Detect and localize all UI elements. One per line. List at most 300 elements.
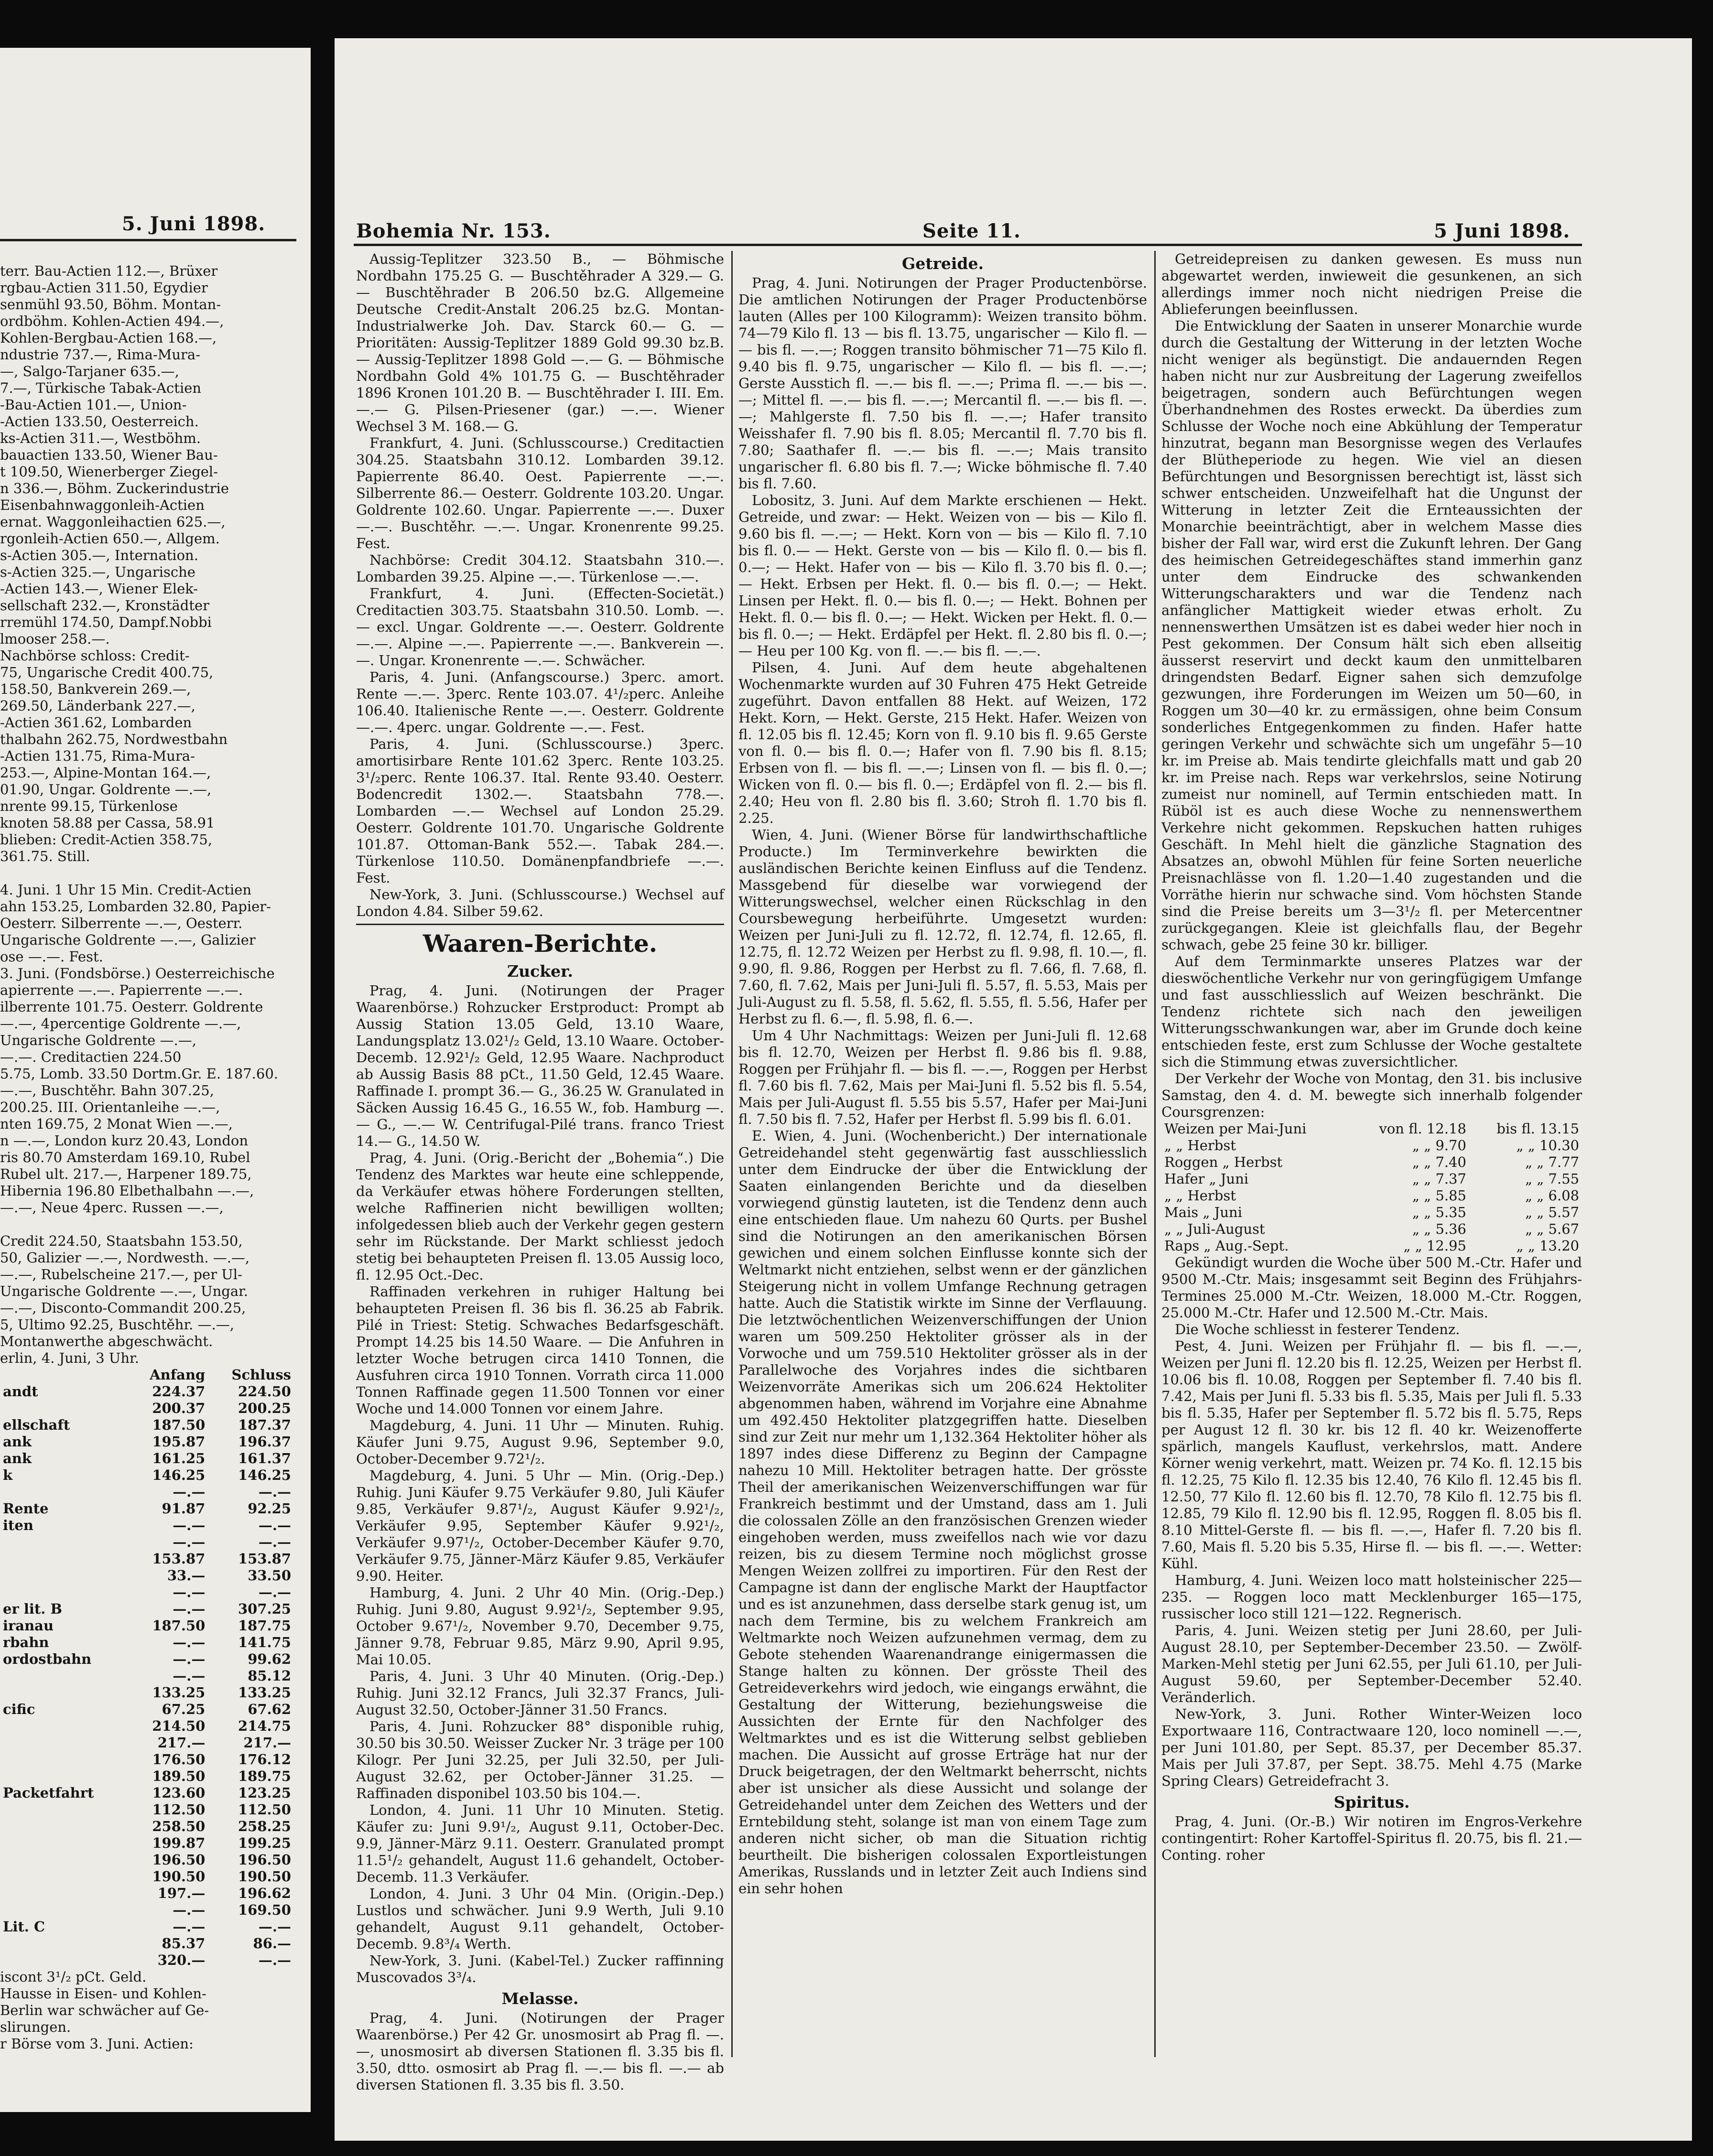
left-text-line: 269.50, Länderbank 227.—, (0, 698, 195, 714)
left-text-line: 158.50, Bankverein 269.—, (0, 681, 191, 697)
berlin-cell: 85.12 (248, 1668, 291, 1684)
berlin-cell: 189.50 (152, 1768, 206, 1784)
berlin-table-row (0, 1484, 294, 1500)
berlin-cell: ank (3, 1434, 32, 1450)
left-text-line: —.—. Creditactien 224.50 (0, 1049, 182, 1065)
berlin-table-row (0, 1617, 294, 1634)
berlin-cell: —.— (258, 1919, 291, 1935)
left-text-line: 01.90, Ungar. Goldrente —.—, (0, 781, 212, 798)
header-rule (354, 244, 1582, 246)
course-cell: „ „ 6.08 (1525, 1187, 1579, 1204)
course-cell: „ „ 13.20 (1516, 1238, 1579, 1254)
berlin-table-row (0, 1534, 294, 1551)
berlin-cell: iranau (3, 1617, 54, 1634)
berlin-table-row (0, 1852, 294, 1868)
berlin-table-row (0, 1400, 294, 1417)
berlin-cell (0, 1534, 128, 1551)
berlin-table-header (0, 1367, 294, 1383)
report-paragraph: Paris, 4. Juni. Weizen stetig per Juni 28.60, per Juli-August 28.10, per September-December 23.50. — Zwölf-Marken-Mehl stetig per Juni 62.55, per Juli 61.10, per Juli-August 59.60, per September-December 52.40. Veränderlich. (1161, 1622, 1582, 1705)
report-paragraph: Hamburg, 4. Juni. 2 Uhr 40 Min. (Orig.-Dep.) Ruhig. Juni 9.80, August 9.92¹/₂, September 9.95, October 9.67¹/₂, November 9.70, December 9.75, Jänner 9.78, Februar 9.85, März 9.90, April 9.95, Mai 10.05. (356, 1585, 724, 1668)
berlin-cell: 258.50 (152, 1818, 206, 1834)
berlin-cell (0, 1835, 128, 1852)
berlin-cell: 200.25 (238, 1400, 291, 1416)
berlin-table-row (0, 1467, 294, 1484)
left-text-line: terr. Bau-Actien 112.—, Brüxer (0, 263, 218, 279)
berlin-cell: 196.50 (238, 1852, 291, 1868)
berlin-table-row (0, 1919, 294, 1935)
report-paragraph: Wien, 4. Juni. (Wiener Börse für landwirthschaftliche Producte.) Im Terminverkehre bewirkten die ausländischen Berichte keinen Einfluss auf die Tendenz. Massgebend für dieselbe war vorwiegend der Witterungswechsel, welcher einen Rückschlag in den Coursbewegung herbeiführte. Umgesetzt wurden: Weizen per Juni-Juli zu fl. 12.72, fl. 12.74, fl. 12.65, fl. 12.75, fl. 12.72 Weizen per Herbst zu fl. 9.98, fl. 10.—, fl. 9.90, fl. 9.86, Roggen per Herbst zu fl. 7.66, fl. 7.68, fl. 7.60, fl. 7.62, Mais per Juni-Juli fl. 5.57, fl. 5.53, Mais per Juli-August zu fl. 5.58, fl. 5.62, fl. 5.55, fl. 5.56, Hafer per Herbst zu fl. 6.—, fl. 5.98, fl. 6.—. (738, 827, 1147, 1027)
issue-date: 5 Juni 1898. (1434, 220, 1571, 242)
berlin-cell: k (3, 1467, 13, 1483)
berlin-cell (0, 1852, 128, 1868)
berlin-cell: 153.87 (152, 1551, 206, 1567)
left-text-line: rremühl 174.50, Dampf.Nobbi (0, 614, 212, 630)
report-paragraph: Auf dem Terminmarkte unseres Platzes war der dieswöchentliche Verkehr nur von geringfügigem Umfange und fast ausschliesslich auf Weizen beschränkt. Die Tendenz richtete sich nach den jeweiligen Witterungsschwankungen war, aber im Grunde doch keine entschieden feste, erst zum Schlusse der Woche gestaltete sich die Stimmung etwas zuversichtlicher. (1161, 953, 1582, 1070)
left-text-line: rgbau-Actien 311.50, Egydier (0, 280, 208, 296)
berlin-table-row (0, 1935, 294, 1952)
berlin-cell: Rente (3, 1500, 49, 1517)
left-text-line: —.—, 4percentige Goldrente —.—, (0, 1015, 241, 1032)
berlin-cell: —.— (173, 1668, 206, 1684)
course-cell: „ „ 5.85 (1412, 1187, 1466, 1204)
report-paragraph: Pilsen, 4. Juni. Auf dem heute abgehaltenen Wochenmarkte wurden auf 30 Fuhren 475 Hekt Getreide zugeführt. Davon entfallen 88 Hekt. auf Weizen, 172 Hekt. Korn, — Hekt. Gerste, 215 Hekt. Hafer. Weizen von fl. 12.05 bis fl. 12.45; Korn von fl. 9.10 bis fl. 9.65 Gerste von fl. 0.— bis fl. 0.—; Hafer von fl. 7.90 bis fl. 8.15; Erbsen von fl. — bis fl. —.—; Linsen von fl. — bis fl. 0.—; Wicken von fl. 0.— bis fl. 0.—; Erdäpfel von fl. 2.— bis fl. 2.40; Heu von fl. 2.80 bis fl. 3.60; Stroh fl. 1.70 bis fl. 2.25. (738, 659, 1147, 826)
berlin-cell: 187.50 (152, 1417, 206, 1433)
berlin-cell: cific (3, 1701, 35, 1717)
berlin-cell: 33.50 (248, 1567, 291, 1584)
berlin-cell (0, 1400, 128, 1417)
left-text-line: Nachbörse schloss: Credit- (0, 647, 190, 664)
berlin-cell: 224.37 (152, 1383, 206, 1400)
left-text-line: ordböhm. Kohlen-Actien 494.—, (0, 313, 224, 329)
berlin-table-row (0, 1434, 294, 1450)
left-page-column (0, 263, 294, 2052)
left-page-fragment (0, 48, 311, 2112)
berlin-table-row (0, 1567, 294, 1584)
berlin-cell: 67.62 (248, 1701, 291, 1717)
left-text-line: Berlin war schwächer auf Ge- (0, 2002, 209, 2018)
berlin-cell: 153.87 (238, 1551, 291, 1567)
report-paragraph: Paris, 4. Juni. Rohzucker 88° disponible ruhig, 30.50 bis 30.50. Weisser Zucker Nr. 3 träge per 100 Kilogr. Per Juni 32.25, per Juli 32.50, per Juli-August 32.62, per October-Jänner 31.25. — Raffinaden disponibel 103.50 bis 104.—. (356, 1718, 724, 1801)
section-title-waaren: Waaren-Berichte. (423, 929, 658, 958)
column-divider-2 (1154, 251, 1156, 2057)
berlin-cell: 190.50 (152, 1868, 206, 1885)
berlin-table-row (0, 1450, 294, 1467)
berlin-table-row (0, 1551, 294, 1567)
getreide-reports (738, 275, 1147, 1897)
course-cell: Raps „ Aug.-Sept. (1164, 1238, 1289, 1254)
subsection-title-zucker: Zucker. (507, 962, 573, 981)
report-paragraph: E. Wien, 4. Juni. (Wochenbericht.) Der internationale Getreidehandel steht gegenwärtig fast ausschliesslich unter dem Eindrucke der über die Entwicklung der Saaten einlangenden Berichte und da dieselben vorwiegend günstig lauteten, ist die Tendenz denn auch eine entschieden flaue. Um nahezu 60 Qurts. per Bushel sind die Notirungen an den amerikanischen Börsen gewichen und einem solchen Einflusse konnte sich der Weltmarkt nicht entziehen, selbst wenn er der gänzlichen Steigerung nicht in vollem Umfange Rechnung getragen hatte. Auch die Statistik wirkte im Sinne der Verflauung. Die letztwöchentlichen Weizenverschiffungen der Union waren um 509.250 Hektoliter grösser als in der Vorwoche und um 759.510 Hektoliter grösser als in der Parallelwoche des Vorjahres indes die sichtbaren Weizenvorräte Amerikas sich um 206.624 Hektoliter abgenommen haben, während im Vorjahre eine Abnahme um 492.450 Hektoliter platzgegriffen hatte. Dieselben sind zur Zeit nur mehr um 1,132.364 Hektoliter höher als 1897 indes diese Differenz zu Beginn der Campagne nahezu 10 Mill. Hektoliter betragen hatte. Der grösste Theil der amerikanischen Weizenverschiffungen war für Frankreich bestimmt und der Umstand, dass am 1. Juli die colossalen Zölle an den französischen Grenzen wieder eingehoben werden, muss zweifellos nach wie vor dazu reizen, bis zu diesem Termine noch möglichst grosse Mengen Weizen zollfrei zu importiren. Für den Rest der Campagne ist dann der englische Markt der Hauptfactor und es ist anzunehmen, dass derselbe stark genug ist, um nach dem Termine, bis zu welchem Frankreich am Weltmarkte noch Weizen aufzunehmen vermag, dem zu Gebote stehenden Waarenandrange einigermassen die Stange halten zu können. Der grösste Theil des Getreideverkehrs wird jedoch, wie eingangs erwähnt, die Gestaltung der Witterung, beziehungsweise die Aussichten der Ernte für den Nachfolger des Weltmarktes und es ist die Witterung selbst geblieben machen. Die Aussicht auf grosse Erträge hat nur der Druck beigetragen, der den Weltmarkt beherrscht, nichts aber ist unsicher als diese Aussicht und solange der Getreidehandel unter dem Zeichen des Wetters und der Erntebildung steht, solange ist man von einem Tage zum anderen nicht sicher, ob man die Situation richtig beurtheilt. Die bisherigen colossalen Exportleistungen Amerikas, Russlands und in letzter Zeit auch Indiens sind ein sehr hohen (738, 1128, 1147, 1897)
left-text-line: —.—, Disconto-Commandit 200.25, (0, 1300, 246, 1316)
berlin-table-row (0, 1701, 294, 1718)
berlin-cell: iten (3, 1517, 33, 1533)
page-number: Seite 11. (922, 220, 1021, 242)
left-text-line: bauactien 133.50, Wiener Bau- (0, 447, 218, 463)
berlin-cell: 200.37 (152, 1400, 206, 1416)
berlin-cell: 199.25 (238, 1835, 291, 1851)
berlin-cell (0, 1935, 128, 1952)
berlin-cell: 217.— (243, 1735, 291, 1751)
course-row (1161, 1187, 1582, 1204)
berlin-cell: 224.50 (238, 1383, 291, 1400)
left-text-line: Oesterr. Silberrente —.—, Oesterr. (0, 915, 243, 931)
berlin-cell: 258.25 (238, 1818, 291, 1834)
report-paragraph: Raffinaden verkehren in ruhiger Haltung bei behaupteten Preisen fl. 36 bis fl. 36.25 ab Fabrik. Pilé in Triest: Stetig. Schwaches Bedarfsgeschäft. Prompt 14.25 bis 14.50 Waare. — Die Anfuhren in letzter Woche betrugen circa 1410 Tonnen, die Ausfuhren circa 1910 Tonnen. Vorrath circa 11.000 Tonnen Raffinade gegen 11.500 Tonnen vor einer Woche und 14.000 Tonnen vor einem Jahre. (356, 1283, 724, 1417)
left-text-line: iscont 3¹/₂ pCt. Geld. (0, 1969, 147, 1985)
course-row (1161, 1121, 1582, 1137)
berlin-cell: 33.— (167, 1567, 206, 1584)
report-paragraph: Um 4 Uhr Nachmittags: Weizen per Juni-Juli fl. 12.68 bis fl. 12.70, Weizen per Herbst fl. 9.86 bis fl. 9.88, Roggen per Frühjahr fl. — bis fl. —.—, Roggen per Herbst fl. 7.60 bis fl. 7.62, Mais per Mai-Juni fl. 5.52 bis fl. 5.54, Mais per Juli-August fl. 5.55 bis 5.57, Hafer per Mai-Juni fl. 7.50 bis fl. 7.52, Hafer per Herbst fl. 5.99 bis fl. 6.01. (738, 1027, 1147, 1127)
berlin-cell: 91.87 (162, 1500, 206, 1517)
berlin-cell: 187.50 (152, 1617, 206, 1634)
berlin-cell: —.— (173, 1634, 206, 1650)
berlin-cell: —.— (258, 1517, 291, 1533)
report-paragraph: Frankfurt, 4. Juni. (Schlusscourse.) Creditactien 304.25. Staatsbahn 310.12. Lombarden 39.12. Papierrente 86.40. Oest. Papierrente —.—. Silberrente 86.— Oesterr. Goldrente 103.20. Ungar. Goldrente 102.60. Ungar. Papierrente —.—. Duxer —.—. Buschtěhr. —.—. Ungar. Kronenrente 99.25. Fest. (356, 435, 724, 551)
berlin-table-row (0, 1902, 294, 1919)
berlin-cell: 196.37 (238, 1434, 291, 1450)
berlin-table-row (0, 1785, 294, 1801)
berlin-cell (0, 1885, 128, 1902)
report-paragraph: London, 4. Juni. 11 Uhr 10 Minuten. Stetig. Käufer zu: Juni 9.9¹/₂, August 9.11, October-Dec. 9.9, Jänner-März 9.11. Oesterr. Granulated prompt 11.5¹/₂ gehandelt, August 11.6 gehandelt, October-Decemb. 11.3 Verkäufer. (356, 1802, 724, 1885)
berlin-course-table (0, 1367, 294, 1969)
left-text-line: ahn 153.25, Lombarden 32.80, Papier- (0, 898, 271, 915)
berlin-cell: 199.87 (152, 1835, 206, 1851)
berlin-cell: Packetfahrt (3, 1785, 94, 1801)
berlin-cell: 112.50 (152, 1801, 206, 1818)
report-paragraph: Prag, 4. Juni. (Notirungen der Prager Waarenbörse.) Per 42 Gr. unosmosirt ab Prag fl. —.—, unosmosirt ab diversen Stationen fl. 3.35 bis fl. 3.50, dtto. osmosirt ab Prag fl. —.— bis fl. —.— ab diversen Stationen fl. 3.35 bis fl. 3.50. (356, 2010, 724, 2093)
berlin-cell: —.— (258, 1584, 291, 1600)
left-text-line: t 109.50, Wienerberger Ziegel- (0, 464, 218, 480)
newspaper-page (335, 38, 1692, 2141)
left-text-line: ndustrie 737.—, Rima-Mura- (0, 346, 200, 363)
berlin-cell: 217.— (157, 1735, 206, 1751)
left-text-line: —, Salgo-Tarjaner 635.—, (0, 363, 179, 379)
left-text-line: Ungarische Goldrente —.—, Ungar. (0, 1283, 249, 1299)
berlin-cell (0, 1718, 128, 1735)
report-paragraph: Gekündigt wurden die Woche über 500 M.-Ctr. Hafer und 9500 M.-Ctr. Mais; insgesammt seit Beginn des Frühjahrs-Termines 25.000 M.-Ctr. Weizen, 18.000 M.-Ctr. Roggen, 25.000 M.-Ctr. Hafer und 12.500 M.-Ctr. Mais. (1161, 1254, 1582, 1321)
berlin-cell: 190.50 (238, 1868, 291, 1885)
berlin-cell: —.— (258, 1952, 291, 1968)
berlin-table-row (0, 1801, 294, 1818)
berlin-table-row (0, 1417, 294, 1434)
berlin-cell: 86.— (253, 1935, 291, 1951)
course-cell: bis fl. 13.15 (1496, 1121, 1579, 1137)
foreign-market-reports (1161, 1254, 1582, 1789)
zucker-reports (356, 982, 724, 1986)
left-text-line: 50, Galizier —.—, Nordwesth. —.—, (0, 1250, 250, 1266)
berlin-cell: 196.62 (238, 1885, 291, 1901)
berlin-cell: ank (3, 1450, 32, 1466)
course-cell: „ „ Herbst (1164, 1187, 1236, 1204)
spiritus-report: Prag, 4. Juni. (Or.-B.) Wir notiren im Engros-Verkehre contingentirt: Roher Kartoffel-Spiritus fl. 20.75, bis fl. 21.— Conting. roher (1161, 1813, 1582, 1863)
left-text-line: Eisenbahnwaggonleih-Actien (0, 497, 205, 513)
berlin-table-row (0, 1517, 294, 1534)
berlin-table-row (0, 1768, 294, 1785)
left-text-line: -Actien 133.50, Oesterreich. (0, 413, 199, 430)
course-cell: „ „ 9.70 (1412, 1137, 1466, 1153)
berlin-cell: andt (3, 1383, 38, 1400)
berlin-table-row (0, 1584, 294, 1601)
berlin-cell: 187.75 (238, 1617, 291, 1634)
left-text-line: 75, Ungarische Credit 400.75, (0, 664, 214, 680)
left-text-line: slirungen. (0, 2019, 71, 2035)
report-paragraph: Nachbörse: Credit 304.12. Staatsbahn 310.—. Lombarden 39.25. Alpine —.—. Türkenlose —.—. (356, 552, 724, 585)
left-text-line: Ungarische Goldrente —.—, (0, 1032, 196, 1048)
left-text-line: 4. Juni. 1 Uhr 15 Min. Credit-Actien (0, 882, 252, 898)
berlin-cell: 92.25 (248, 1500, 291, 1517)
berlin-cell (0, 1818, 128, 1835)
berlin-cell: 133.25 (238, 1684, 291, 1701)
column-1 (356, 251, 724, 2093)
left-text-line: 5, Ultimo 92.25, Buschtěhr. —.—, (0, 1316, 234, 1333)
course-cell: „ „ 5.36 (1412, 1221, 1466, 1237)
left-text-line: apierrente —.—. Papierrente —.—. (0, 982, 243, 998)
left-text-line: s-Actien 305.—, Internation. (0, 547, 198, 563)
report-paragraph: Der Verkehr der Woche von Montag, den 31. bis inclusive Samstag, den 4. d. M. bewegte sich innerhalb folgender Coursgrenzen: (1161, 1070, 1582, 1120)
berlin-cell: er lit. B (3, 1601, 62, 1617)
berlin-table-row (0, 1818, 294, 1835)
course-cell: „ „ 7.55 (1525, 1171, 1579, 1187)
column-divider-1 (731, 251, 733, 2057)
left-text-line: Kohlen-Bergbau-Actien 168.—, (0, 330, 217, 346)
berlin-cell: 133.25 (152, 1684, 206, 1701)
left-text-line: ks-Actien 311.—, Westböhm. (0, 430, 201, 446)
course-cell: Mais „ Juni (1164, 1204, 1242, 1220)
report-paragraph: New-York, 3. Juni. Rother Winter-Weizen loco Exportwaare 116, Contractwaare 120, loco nominell —.—, per Juni 101.80, per Sept. 85.37, per December 85.37. Mais per Juli 37.87, per Sept. 38.75. Mehl 4.75 (Marke Spring Clears) Getreidefracht 3. (1161, 1706, 1582, 1789)
course-cell: „ „ 7.77 (1525, 1154, 1579, 1170)
report-paragraph: London, 4. Juni. 3 Uhr 04 Min. (Origin.-Dep.) Lustlos und schwächer. Juni 9.9 Werth, Juli 9.10 gehandelt, August 9.11 gehandelt, October-Decemb. 9.8³/₄ Werth. (356, 1886, 724, 1952)
course-table (1161, 1121, 1582, 1254)
berlin-cell (0, 1668, 128, 1684)
left-text-line: 7.—, Türkische Tabak-Actien (0, 380, 202, 396)
left-text-line: -Actien 361.62, Lombarden (0, 714, 192, 731)
left-text-line: knoten 58.88 per Cassa, 58.91 (0, 815, 215, 831)
left-text-line: Hausse in Eisen- und Kohlen- (0, 1985, 206, 2002)
berlin-table-row (0, 1835, 294, 1852)
berlin-cell: 187.37 (238, 1417, 291, 1433)
course-cell: „ „ 10.30 (1516, 1137, 1579, 1153)
berlin-cell: —.— (173, 1517, 206, 1533)
berlin-cell: 197.— (157, 1885, 206, 1901)
berlin-table-row (0, 1751, 294, 1768)
berlin-cell: 307.25 (238, 1601, 291, 1617)
course-cell: „ „ 7.37 (1412, 1171, 1466, 1187)
berlin-table-row (0, 1500, 294, 1517)
berlin-cell: —.— (173, 1601, 206, 1617)
left-text-line: senmühl 93.50, Böhm. Montan- (0, 296, 221, 313)
berlin-table-row (0, 1601, 294, 1617)
report-paragraph: New-York, 3. Juni. (Schlusscourse.) Wechsel auf London 4.84. Silber 59.62. (356, 886, 724, 919)
course-cell: Hafer „ Juni (1164, 1171, 1249, 1187)
left-text-line: ilberrente 101.75. Oesterr. Goldrente (0, 999, 263, 1015)
course-row (1161, 1221, 1582, 1238)
berlin-cell: 176.50 (152, 1751, 206, 1768)
course-cell: „ „ Juli-August (1164, 1221, 1265, 1237)
left-text-line: Montanwerthe abgeschwächt. (0, 1333, 213, 1349)
berlin-cell: Lit. C (3, 1919, 45, 1935)
left-text-line: —.—, Neue 4perc. Russen —.—, (0, 1199, 224, 1216)
left-text-line (0, 1216, 294, 1233)
left-text-line: sellschaft 232.—, Kronstädter (0, 597, 210, 614)
report-paragraph: Magdeburg, 4. Juni. 5 Uhr — Min. (Orig.-Dep.) Ruhig. Juni Käufer 9.75 Verkäufer 9.80, Juli Käufer 9.85, Verkäufer 9.87¹/₂, August Käufer 9.92¹/₂, Verkäufer 9.95, September Käufer 9.92¹/₂, Verkäufer 9.97¹/₂, October-December Käufer 9.70, Verkäufer 9.75, Jänner-März Käufer 9.85, Verkäufer 9.90. Heiter. (356, 1467, 724, 1584)
berlin-cell: 169.50 (238, 1902, 291, 1918)
berlin-cell (0, 1684, 128, 1701)
berlin-table-row (0, 1668, 294, 1684)
berlin-cell: 195.87 (152, 1434, 206, 1450)
report-paragraph: Frankfurt, 4. Juni. (Effecten-Societät.) Creditactien 303.75. Staatsbahn 310.50. Lomb. —.— excl. Ungar. Goldrente —.—. Oesterr. Goldrente —.—. Alpine —.—. Papierrente —.—. Bankverein —.—. Ungar. Kronenrente —.—. Schwächer. (356, 585, 724, 668)
berlin-cell: 146.25 (238, 1467, 291, 1483)
left-text-line: nten 169.75, 2 Monat Wien —.—, (0, 1116, 233, 1132)
berlin-cell: 85.37 (162, 1935, 206, 1951)
berlin-cell (0, 1751, 128, 1768)
left-text-line: rgonleih-Actien 650.—, Allgem. (0, 530, 220, 547)
left-text-line: ris 80.70 Amsterdam 169.10, Rubel (0, 1149, 250, 1165)
left-text-line: Ungarische Goldrente —.—, Galizier (0, 932, 256, 948)
report-paragraph: Paris, 4. Juni. (Anfangscourse.) 3perc. amort. Rente —.—. 3perc. Rente 103.07. 4¹/₂perc. Anleihe 106.40. Italienische Rente —.—. Oesterr. Goldrente —.—. 4perc. ungar. Goldrente —.—. Fest. (356, 669, 724, 735)
masthead: Bohemia Nr. 153. (356, 220, 551, 242)
report-paragraph: Prag, 4. Juni. (Orig.-Bericht der „Bohemia“.) Die Tendenz des Marktes war heute eine schleppende, da Verkäufer etwas höhere Forderungen stellten, welche Raffinerien nicht bewilligen wollten; infolgedessen blieb auch der Verkehr gegen gestern sehr im Rückstande. Der Markt schliesst jedoch stetig bei behaupteten Preisen fl. 13.05 Aussig loco, fl. 12.95 Oct.-Dec. (356, 1150, 724, 1283)
left-text-line (0, 865, 294, 882)
berlin-cell (0, 1484, 128, 1500)
left-text-line: thalbahn 262.75, Nordwestbahn (0, 731, 228, 747)
berlin-cell: —.— (173, 1902, 206, 1918)
berlin-header-cell: Anfang (150, 1367, 206, 1383)
berlin-cell (0, 1768, 128, 1785)
berlin-table-row (0, 1735, 294, 1751)
berlin-table-row (0, 1885, 294, 1902)
report-paragraph: Hamburg, 4. Juni. Weizen loco matt holsteinischer 225—235. — Roggen loco matt Mecklenburger 165—175, russischer loco still 121—122. Regnerisch. (1161, 1572, 1582, 1622)
course-cell: Roggen „ Herbst (1164, 1154, 1283, 1170)
berlin-cell: 176.12 (238, 1751, 291, 1768)
course-row (1161, 1137, 1582, 1154)
course-row (1161, 1171, 1582, 1187)
course-cell: „ „ Herbst (1164, 1137, 1236, 1153)
berlin-cell: 146.25 (152, 1467, 206, 1483)
course-cell: Weizen per Mai-Juni (1164, 1121, 1307, 1137)
berlin-cell: 161.25 (152, 1450, 206, 1466)
report-paragraph: Die Entwicklung der Saaten in unserer Monarchie wurde durch die Gestaltung der Witterung in der letzten Woche nicht weniger als begünstigt. Die andauernden Regen haben nicht nur zur Ausbreitung der Lagerung zweifellos beigetragen, sondern auch Befürchtungen wegen Überhandnehmen des Rostes erweckt. Da überdies zum Schlusse der Woche noch eine Abkühlung der Temperatur hinzutrat, begann man Besorgnisse wegen des Verlaufes der Blütheperiode zu hegen. Wie viel an diesen Befürchtungen und Besorgnissen berechtigt ist, lässt sich schwer entscheiden. Unzweifelhaft hat die Ungunst der Witterung in letzter Zeit die Ernteaussichten der Monarchie beeinträchtigt, aber in welchem Masse dies bisher der Fall war, wird erst die Zukunft lehren. Der Gang des heimischen Getreidegeschäftes stand immerhin ganz unter dem Eindrucke des schwankenden Witterungscharakters und war die Tendenz nach anfänglicher Mattigkeit wieder etwas erholt. Zu nennenswerthen Umsätzen ist es dabei weder hier noch in Pest gekommen. Der Consum hält sich eben allseitig äusserst reservirt und deckt kaum den unmittelbaren dringendsten Bedarf. Eigner sahen sich demzufolge gezwungen, ihre Forderungen im Weizen um 50—60, in Roggen um 30—40 kr. zu ermässigen, ohne beim Consum sonderliches Entgegenkommen zu finden. Hafer hatte geringen Verkehr und schwächte sich um ungefähr 5—10 kr. im Preise ab. Mais tendirte gleichfalls matt und gab 20 kr. im Preise nach. Reps war verkehrslos, seine Notirung zumeist nur nominell, auf Termin entschieden matt. In Rüböl ist es auch diese Woche zu nennenswerthem Verkehre nicht gekommen. Repskuchen hatten ruhiges Geschäft. In Mehl hielt die gänzliche Stagnation des Absatzes an, obwohl Mühlen für feine Sorten neuerliche Preisnachlässe von fl. 1.20—1.40 zugestanden und die Vorräthe hierin nur schwache sind. Vom höchsten Stande sind die Preise bereits um 3—3¹/₂ fl. per Metercentner zurückgegangen. Kleie ist gleichfalls flau, der Begehr schwach, gebe 25 feine 30 kr. billiger. (1161, 318, 1582, 953)
left-text-line: ose —.—. Fest. (0, 949, 103, 965)
berlin-cell: —.— (173, 1651, 206, 1667)
berlin-cell: —.— (173, 1484, 206, 1500)
left-text-line: n —.—, London kurz 20.43, London (0, 1132, 249, 1149)
report-paragraph: Prag, 4. Juni. (Notirungen der Prager Waarenbörse.) Rohzucker Erstproduct: Prompt ab Aussig Station 13.05 Geld, 13.10 Waare, Landungsplatz 13.02¹/₂ Geld, 13.10 Waare. October-Decemb. 12.92¹/₂ Geld, 12.95 Waare. Nachproduct ab Aussig Basis 88 pCt., 11.50 Geld, 12.45 Waare. Raffinade I. prompt 36.— G., 36.25 W. Granulated in Säcken Aussig 16.45 G., 16.55 W., fob. Hamburg —.— G., —.— W. Centrifugal-Pilé trans. franco Triest 14.— G., 14.50 W. (356, 982, 724, 1149)
report-paragraph: Lobositz, 3. Juni. Auf dem Markte erschienen — Hekt. Getreide, und zwar: — Hekt. Weizen von — bis — Kilo fl. 9.60 bis fl. —.—; — Hekt. Korn von — bis — Kilo fl. 7.10 bis fl. 0.— — Hekt. Gerste von — bis — Kilo fl. 0.— bis fl. 0.—; — Hekt. Hafer von — bis — Kilo fl. 3.70 bis fl. 0.—; — Hekt. Erbsen per Hekt. fl. 0.— bis fl. 0.—; — Hekt. Linsen per Hekt. fl. 0.— bis fl. 0.—; — Hekt. Bohnen per Hekt. fl. 0.— bis fl. 0.—; — Hekt. Wicken per Hekt. fl. 0.— bis fl. 0.—; — Hekt. Erdäpfel per Hekt. fl. 2.80 bis fl. 0.—; — Heu per 100 Kg. von fl. —.— bis fl. —.—. (738, 492, 1147, 659)
berlin-cell (0, 1584, 128, 1601)
left-text-line: lmooser 258.—. (0, 631, 110, 647)
left-text-line: r Börse vom 3. Juni. Actien: (0, 2036, 194, 2052)
course-cell: von fl. 12.18 (1379, 1121, 1466, 1137)
berlin-table-row (0, 1684, 294, 1701)
berlin-cell (0, 1801, 128, 1818)
section-title-getreide: Getreide. (902, 254, 984, 273)
left-text-line: Credit 224.50, Staatsbahn 153.50, (0, 1233, 243, 1249)
berlin-cell: 189.75 (238, 1768, 291, 1784)
berlin-cell (0, 1902, 128, 1919)
left-text-line: n 336.—, Böhm. Zuckerindustrie (0, 480, 229, 496)
berlin-table-row (0, 1868, 294, 1885)
left-text-line: —.—, Buschtěhr. Bahn 307.25, (0, 1082, 214, 1099)
course-cell: „ „ 5.67 (1525, 1221, 1579, 1237)
left-text-line: 200.25. III. Orientanleihe —.—, (0, 1099, 220, 1115)
course-cell: „ „ 7.40 (1412, 1154, 1466, 1170)
left-text-line: -Actien 143.—, Wiener Elek- (0, 581, 198, 597)
berlin-cell: 123.60 (152, 1785, 206, 1801)
berlin-cell: 99.62 (248, 1651, 291, 1667)
subsection-title-melasse: Melasse. (501, 1989, 579, 2008)
berlin-cell (0, 1868, 128, 1885)
berlin-cell: —.— (173, 1919, 206, 1935)
berlin-table-row (0, 1718, 294, 1735)
course-row (1161, 1154, 1582, 1171)
course-cell: „ „ 12.95 (1403, 1238, 1466, 1254)
berlin-cell (0, 1952, 128, 1969)
berlin-cell: —.— (258, 1534, 291, 1550)
report-paragraph: New-York, 3. Juni. (Kabel-Tel.) Zucker raffinning Muscovados 3³/₄. (356, 1952, 724, 1985)
berlin-cell: —.— (173, 1584, 206, 1600)
course-row (1161, 1238, 1582, 1254)
berlin-table-row (0, 1634, 294, 1651)
report-paragraph: Die Woche schliesst in festerer Tendenz. (1175, 1321, 1460, 1337)
berlin-cell (0, 1567, 128, 1584)
berlin-header-cell: Schluss (231, 1367, 291, 1383)
left-text-line: 5.75, Lomb. 33.50 Dortm.Gr. E. 187.60. (0, 1066, 278, 1082)
left-text-line: nrente 99.15, Türkenlose (0, 798, 178, 814)
left-text-line: -Bau-Actien 101.—, Union- (0, 397, 187, 413)
column-2 (738, 251, 1147, 2067)
left-text-line: 361.75. Still. (0, 848, 90, 864)
report-paragraph: Paris, 4. Juni. (Schlusscourse.) 3perc. amortisirbare Rente 101.62 3perc. Rente 103.25. 3¹/₂perc. Rente 106.37. Ital. Rente 93.40. Oesterr. Bodencredit 1302.—. Staatsbahn 778.—. Lombarden —.— Wechsel auf London 25.29. Oesterr. Goldrente 101.70. Ungarische Goldrente 101.87. Ottoman-Bank 552.—. Tabak 284.—. Türkenlose 110.50. Domänenpfandbriefe —.—. Fest. (356, 736, 724, 886)
left-text-line: Hibernia 196.80 Elbethalbahn —.—, (0, 1183, 254, 1199)
berlin-cell: ordostbahn (3, 1651, 92, 1667)
berlin-cell: ellschaft (3, 1417, 70, 1433)
berlin-cell: 214.50 (152, 1718, 206, 1734)
berlin-cell: —.— (173, 1534, 206, 1550)
berlin-header-cell (0, 1367, 128, 1383)
berlin-table-row (0, 1952, 294, 1969)
berlin-cell: 196.50 (152, 1852, 206, 1868)
report-paragraph: Pest, 4. Juni. Weizen per Frühjahr fl. — bis fl. —.—, Weizen per Juni fl. 12.20 bis fl. 12.25, Weizen per Herbst fl. 10.06 bis fl. 10.08, Roggen per September fl. 7.40 bis fl. 7.42, Mais per Juni fl. 5.33 bis fl. 5.35, Mais per Juli fl. 5.33 bis fl. 5.35, Hafer per September fl. 5.72 bis fl. 5.75, Reps per August 12 fl. 30 kr. bis 12 fl. 40 kr. Weizenofferte spärlich, mangels Kauflust, verkehrslos, matt. Andere Körner wenig verkehrt, matt. Weizen pr. 74 Ko. fl. 12.15 bis fl. 12.25, 75 Kilo fl. 12.35 bis 12.40, 76 Kilo fl. 12.45 bis fl. 12.50, 77 Kilo fl. 12.60 bis fl. 12.70, 78 Kilo fl. 12.75 bis fl. 12.85, 79 Kilo fl. 12.90 bis fl. 12.95, Roggen fl. 8.05 bis fl. 8.10 Mittel-Gerste fl. — bis fl. —.—, Hafer fl. 7.20 bis fl. 7.60, Mais fl. 5.20 bis 5.35, Hirse fl. — bis fl. —.—. Wetter: Kühl. (1161, 1338, 1582, 1572)
report-paragraph: Aussig-Teplitzer 323.50 B., — Böhmische Nordbahn 175.25 G. — Buschtěhrader A 329.— G. — Buschtěhrader B 206.50 bz.G. Allgemeine Deutsche Credit-Anstalt 206.25 bz.G. Montan-Industrialwerke Joh. Dav. Starck 60.— G. — Prioritäten: Aussig-Teplitzer 1889 Gold 99.30 bz.B. — Aussig-Teplitzer 1898 Gold —.— G. — Böhmische Nordbahn Gold 4% 101.75 G. — Buschtěhrader 1896 Kronen 101.20 B. — Buschtěhrader I. III. Em. —.— G. Pilsen-Priesener (gar.) —.—. Wiener Wechsel 3 M. 168.— G. (356, 251, 724, 434)
left-header-rule (0, 239, 296, 241)
course-cell: „ „ 5.35 (1412, 1204, 1466, 1220)
report-paragraph: Paris, 4. Juni. 3 Uhr 40 Minuten. (Orig.-Dep.) Ruhig. Juni 32.12 Francs, Juli 32.37 Francs, Juli-August 32.50, October-Jänner 31.50 Francs. (356, 1668, 724, 1718)
berlin-table-row (0, 1383, 294, 1400)
course-cell: „ „ 5.57 (1525, 1204, 1579, 1220)
berlin-cell (0, 1551, 128, 1567)
report-paragraph: Getreidepreisen zu danken gewesen. Es muss nun abgewartet werden, inwieweit die gesunkenen, an sich allerdings immer noch nicht niedrigen Preise die Ablieferungen beeinflussen. (1161, 251, 1582, 317)
berlin-cell (0, 1735, 128, 1751)
left-text-line: s-Actien 325.—, Ungarische (0, 564, 195, 580)
left-page-date: 5. Juni 1898. (122, 213, 266, 235)
column-3 (1161, 251, 1582, 2067)
report-paragraph: Magdeburg, 4. Juni. 11 Uhr — Minuten. Ruhig. Käufer Juni 9.75, August 9.96, September 9.0, October-December 9.72¹/₂. (356, 1417, 724, 1467)
left-text-line: -Actien 131.75, Rima-Mura- (0, 748, 195, 764)
left-text-line: Rubel ult. 217.—, Harpener 189.75, (0, 1166, 252, 1182)
melasse-reports (356, 2010, 724, 2093)
boerse-reports (356, 251, 724, 920)
subsection-title-spiritus: Spiritus. (1334, 1793, 1410, 1811)
berlin-cell: 214.75 (238, 1718, 291, 1734)
left-text-line: 3. Juni. (Fondsbörse.) Oesterreichische (0, 965, 275, 981)
section-rule (356, 924, 724, 925)
berlin-cell: 67.25 (162, 1701, 206, 1717)
left-text-line: blieben: Credit-Actien 358.75, (0, 831, 213, 848)
left-text-line: erlin, 4. Juni, 3 Uhr. (0, 1350, 139, 1366)
berlin-cell: 320.— (157, 1952, 206, 1968)
report-paragraph: Prag, 4. Juni. Notirungen der Prager Productenbörse. Die amtlichen Notirungen der Prager Productenbörse lauten (Alles per 100 Kilogramm): Weizen transito böhm. 74—79 Kilo fl. 13 — bis fl. 13.75, ungarischer — Kilo fl. — — bis fl. —.—; Roggen transito böhmischer 71—75 Kilo fl. 9.40 bis fl. 9.75, ungarischer — Kilo fl. — bis fl. —.—; Gerste Ausstich fl. —.— bis fl. —.—; Prima fl. —.— bis —.—; Mittel fl. —.— bis fl. —.—; Mercantil fl. —.— bis fl. —.—; Mahlgerste fl. 7.50 bis fl. —.—; Hafer transito Weisshafer fl. 7.90 bis fl. 8.05; Mercantil fl. 7.70 bis fl. 7.80; Saathafer fl. —.— bis fl. —.—; Mais transito ungarischer fl. 6.80 bis fl. 7.—; Wicke böhmische fl. 7.40 bis fl. 7.60. (738, 275, 1147, 492)
left-text-line: ernat. Waggonleihactien 625.—, (0, 514, 226, 530)
